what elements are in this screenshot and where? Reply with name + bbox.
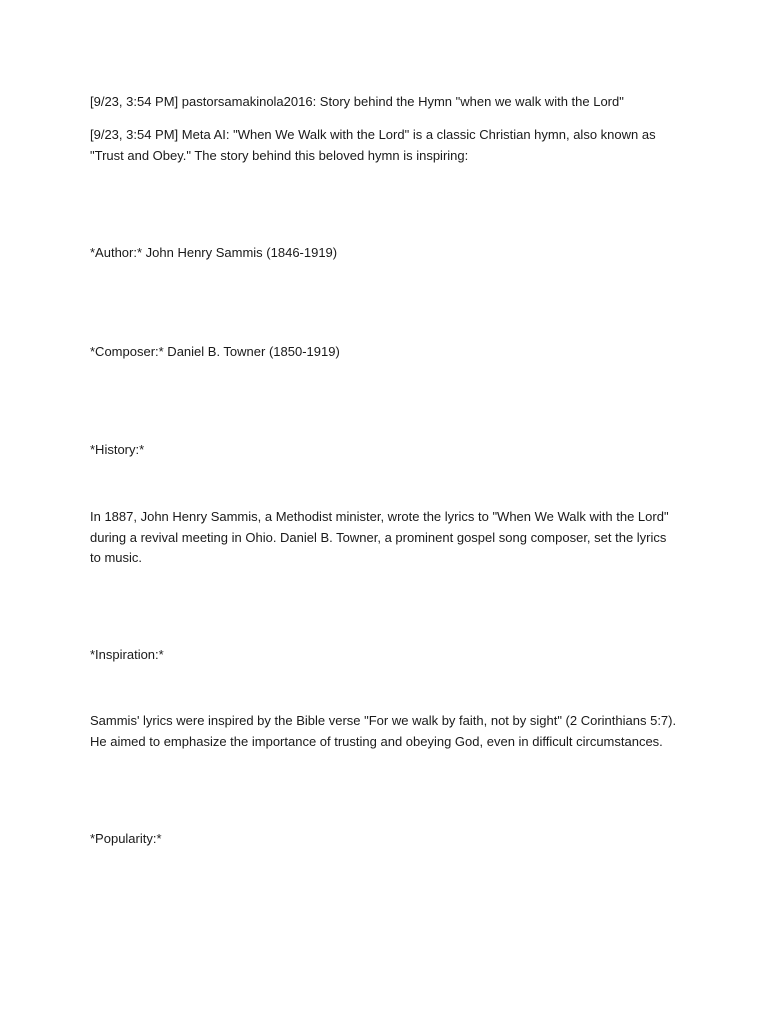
popularity-heading: *Popularity:* <box>90 831 162 846</box>
chat-message-user: [9/23, 3:54 PM] pastorsamakinola2016: Story behind the Hymn "when we walk with the Lord" <box>90 94 624 109</box>
inspiration-paragraph: Sammis' lyrics were inspired by the Bible verse "For we walk by faith, not by sight" (2 Corinthians 5:7). He aimed to emphasize the importance of trusting and obeying God, even in difficult circumstances. <box>90 713 677 749</box>
composer-line: *Composer:* Daniel B. Towner (1850-1919) <box>90 344 340 359</box>
chat-message-ai-intro: [9/23, 3:54 PM] Meta AI: "When We Walk with the Lord" is a classic Christian hymn, also known as "Trust and Obey." The story behind this beloved hymn is inspiring: <box>90 127 656 163</box>
author-line: *Author:* John Henry Sammis (1846-1919) <box>90 245 338 260</box>
history-paragraph: In 1887, John Henry Sammis, a Methodist minister, wrote the lyrics to "When We Walk with the Lord" during a revival meeting in Ohio. Daniel B. Towner, a prominent gospel song composer, set the lyrics to music. <box>90 509 669 565</box>
history-heading: *History:* <box>90 442 145 457</box>
inspiration-heading: *Inspiration:* <box>90 647 164 662</box>
